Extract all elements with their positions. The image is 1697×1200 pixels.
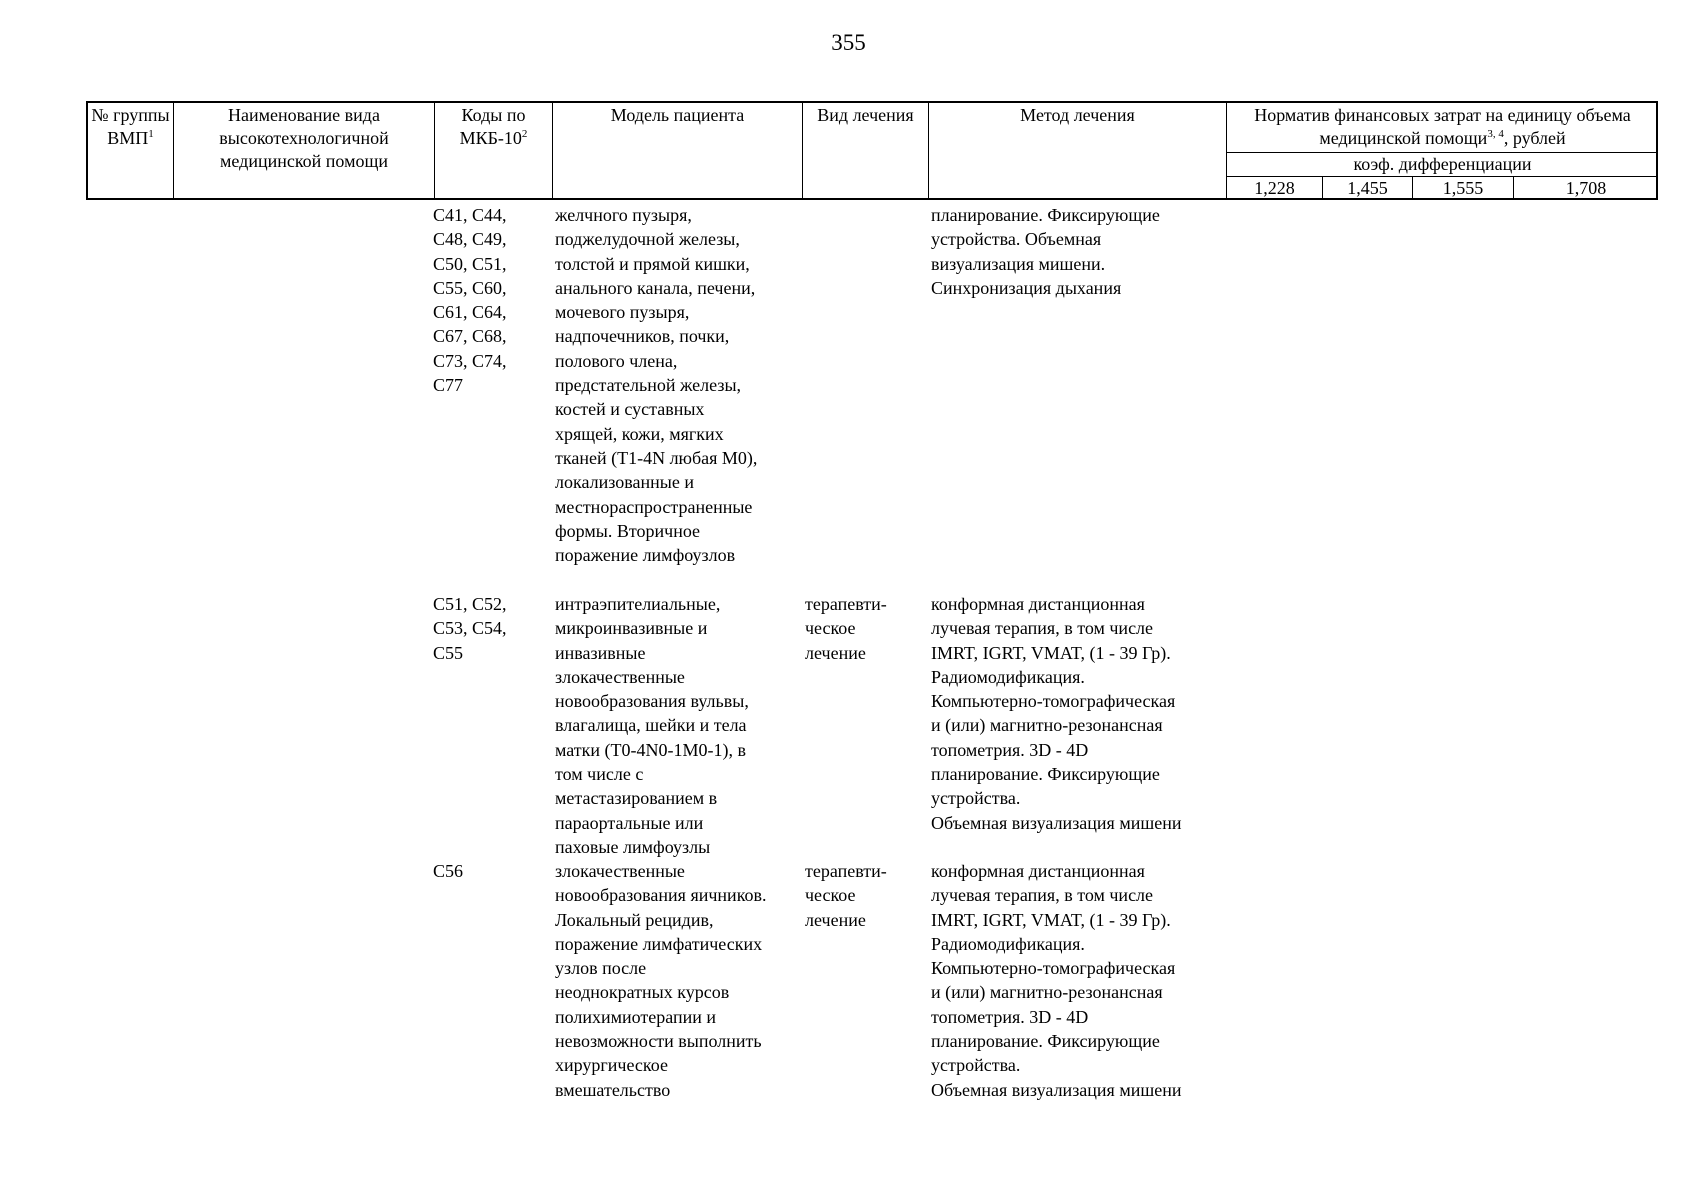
header-treatment-method: Метод лечения xyxy=(929,103,1227,200)
row-icd-codes: C51, C52, C53, C54, C55 xyxy=(433,594,507,663)
header-treatment-type: Вид лечения xyxy=(803,103,929,200)
coefficient-cell: 1,708 xyxy=(1565,178,1607,198)
header-group-number xyxy=(88,103,174,200)
row-treatment-method: планирование. Фиксирующие устройства. Объемная визуализация мишени. Синхронизация дыхания xyxy=(931,205,1160,298)
header-icd-codes xyxy=(435,103,553,200)
row-treatment-method: конформная дистанционная лучевая терапия, в том числе IMRT, IGRT, VMAT, (1 - 39 Гр). Радиомодификация. Компьютерно-томографическая и (или) магнитно-резонансная топометрия. 3D - 4D планирование. Фиксирующие устройства. Объемная визуализация мишени xyxy=(931,861,1182,1100)
row-treatment-type: терапевти- ческое лечение xyxy=(805,861,887,930)
table-header xyxy=(86,101,1658,200)
row-patient-model: злокачественные новообразования яичников. Локальный рецидив, поражение лимфатических узлов после неоднократных курсов полихимиотерапии и невозможности выполнить хирургическое вмешательство xyxy=(555,861,767,1100)
header-care-type-name: Наименование вида высокотехнологичной медицинской помощи xyxy=(174,103,435,200)
header-cost-norm-label: Норматив финансовых затрат на единицу объема медицинской помощи xyxy=(1254,105,1631,148)
footnote-marker: 3, 4 xyxy=(1487,128,1504,140)
row-treatment-type: терапевти- ческое лечение xyxy=(805,594,887,663)
header-group-number-label: № группы ВМП xyxy=(91,105,170,148)
row-patient-model: желчного пузыря, поджелудочной железы, толстой и прямой кишки, анального канала, печени, мочевого пузыря, надпочечников, почки, полового члена, предстательной железы, костей и суставных хрящей, кожи, мягких тканей (T1-4N любая M0), локализованные и местнораспространенные формы. Вторичное поражение лимфоузлов xyxy=(555,205,758,566)
row-icd-codes: C41, C44, C48, C49, C50, C51, C55, C60, C61, C64, C67, C68, C73, C74, C77 xyxy=(433,205,507,396)
footnote-marker: 1 xyxy=(148,128,154,140)
coefficient-cell: 1,455 xyxy=(1323,177,1413,200)
header-cost-norm xyxy=(1227,103,1658,153)
header-patient-model: Модель пациента xyxy=(553,103,803,200)
coefficient-cell: 1,228 xyxy=(1227,177,1323,200)
header-coefficient-label: коэф. дифференциации xyxy=(1227,153,1658,177)
page-number: 355 xyxy=(831,30,866,55)
coefficient-row xyxy=(1227,177,1658,200)
row-patient-model: интраэпителиальные, микроинвазивные и инвазивные злокачественные новообразования вульвы, влагалища, шейки и тела матки (T0-4N0-1M0-1), в том числе с метастазированием в параортальные или паховые лимфоузлы xyxy=(555,594,749,857)
row-treatment-method: конформная дистанционная лучевая терапия, в том числе IMRT, IGRT, VMAT, (1 - 39 Гр). Радиомодификация. Компьютерно-томографическая и (или) магнитно-резонансная топометрия. 3D - 4D планирование. Фиксирующие устройства. Объемная визуализация мишени xyxy=(931,594,1182,833)
coefficient-cell: 1,555 xyxy=(1413,177,1514,200)
row-icd-codes: C56 xyxy=(433,861,464,881)
footnote-marker: 2 xyxy=(521,128,528,140)
header-cost-norm-unit: , рублей xyxy=(1503,128,1566,148)
header-icd-codes-label: Коды по МКБ-10 xyxy=(459,105,526,148)
